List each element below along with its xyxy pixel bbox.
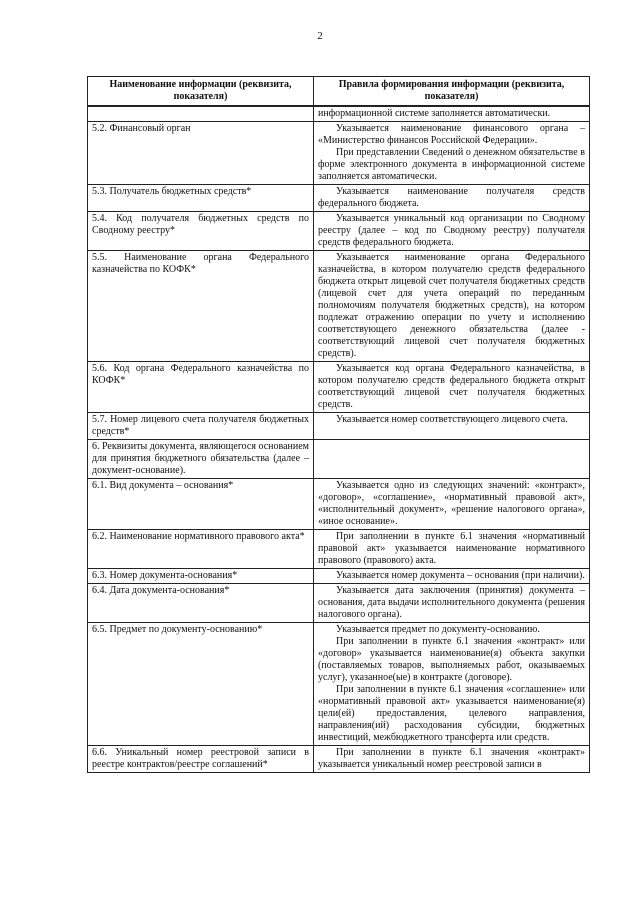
table-row [88, 413, 590, 440]
formation-rule-cell [314, 530, 590, 569]
info-name-cell: 6.1. Вид документа – основания* [88, 479, 314, 530]
rule-paragraph: Указывается наименование получателя средств федерального бюджета. [318, 186, 585, 209]
info-name-cell: 6.2. Наименование нормативного правового акта* [88, 530, 314, 569]
info-name-cell: 6.5. Предмет по документу-основанию* [88, 623, 314, 746]
table-row [88, 185, 590, 212]
rule-paragraph: Указывается номер соответствующего лицевого счета. [336, 414, 568, 425]
header-formation-rules: Правила формирования информации (реквизита, показателя) [314, 77, 590, 107]
table-row [88, 251, 590, 362]
table-row [88, 746, 590, 773]
info-table [87, 76, 590, 773]
table-row [88, 212, 590, 251]
info-name-cell: 5.5. Наименование органа Федерального казначейства по КОФК* [88, 251, 314, 362]
formation-rule-cell [314, 746, 590, 773]
rule-paragraph: При представлении Сведений о денежном обязательстве в форме электронного документа в информационной системе заполняется автоматически. [318, 147, 585, 182]
rule-paragraph: Указывается наименование органа Федерального казначейства, в котором получателю средств федерального бюджета открыт лицевой счет получателя бюджетных средств (лицевой счет для учета операций по переданным полномочиям получателя бюджетных средств), на котором подлежат отражению операции по учету и исполнению соответствующего денежного обязательства (далее - соответствующий лицевой счет получателя бюджетных средств). [318, 252, 585, 359]
info-name-cell: 6.4. Дата документа-основания* [88, 584, 314, 623]
rule-paragraph: информационной системе заполняется автоматически. [318, 108, 551, 119]
table-row [88, 584, 590, 623]
rule-paragraph: Указывается наименование финансового органа – «Министерство финансов Российской Федерации». [318, 123, 585, 146]
rule-paragraph: Указывается предмет по документу-основанию. [336, 624, 540, 635]
formation-rule-cell [314, 623, 590, 746]
info-name-cell: 6.6. Уникальный номер реестровой записи в реестре контрактов/реестре соглашений* [88, 746, 314, 773]
table-row [88, 569, 590, 584]
table-row [88, 362, 590, 413]
rule-paragraph: При заполнении в пункте 6.1 значения «контракт» указывается уникальный номер реестровой записи в [318, 747, 585, 770]
info-name-cell: 6. Реквизиты документа, являющегося основанием для принятия бюджетного обязательства (далее – документ-основание). [88, 440, 314, 479]
formation-rule-cell [314, 122, 590, 185]
info-name-cell: 6.3. Номер документа-основания* [88, 569, 314, 584]
rule-paragraph: Указывается одно из следующих значений: «контракт», «договор», «соглашение», «нормативный правовой акт», «исполнительный документ», «решение налогового органа», «иное основание». [318, 480, 585, 527]
table-body [88, 106, 590, 773]
formation-rule-cell [314, 479, 590, 530]
formation-rule-cell [314, 584, 590, 623]
table-row [88, 530, 590, 569]
table-header-row [88, 77, 590, 107]
table-row [88, 479, 590, 530]
formation-rule-cell [314, 569, 590, 584]
rule-paragraph: Указывается уникальный код организации по Сводному реестру (далее – код по Сводному реестру) получателя средств федерального бюджета. [318, 213, 585, 248]
formation-rule-cell [314, 212, 590, 251]
formation-rule-cell [314, 106, 590, 122]
info-name-cell: 5.4. Код получателя бюджетных средств по Сводному реестру* [88, 212, 314, 251]
info-name-cell: 5.7. Номер лицевого счета получателя бюджетных средств* [88, 413, 314, 440]
info-name-cell: 5.2. Финансовый орган [88, 122, 314, 185]
header-info-name: Наименование информации (реквизита, показателя) [88, 77, 314, 107]
rule-paragraph: Указывается код органа Федерального казначейства, в котором получателю средств федерального бюджета открыт соответствующий лицевой счет получателя бюджетных средств. [318, 363, 585, 410]
table-row [88, 440, 590, 479]
table-row [88, 122, 590, 185]
rule-paragraph: При заполнении в пункте 6.1 значения «соглашение» или «нормативный правовой акт» указывается наименование(я) цели(ей) предоставления, целевого направления, направления(ий) расходования субсидии, бюджетных инвестиций, межбюджетного трансферта или средств. [318, 684, 585, 743]
rule-paragraph: Указывается номер документа – основания (при наличии). [336, 570, 585, 581]
rule-paragraph: При заполнении в пункте 6.1 значения «контракт» или «договор» указывается наименование(я) объекта закупки (поставляемых товаров, выполняемых работ, оказываемых услуг), указанное(ые) в контракте (договоре). [318, 636, 585, 683]
formation-rule-cell [314, 413, 590, 440]
rule-paragraph: Указывается дата заключения (принятия) документа – основания, дата выдачи исполнительного документа (решения налогового органа). [318, 585, 585, 620]
page-number: 2 [317, 30, 323, 42]
table-row [88, 623, 590, 746]
rule-paragraph: При заполнении в пункте 6.1 значения «нормативный правовой акт» указывается наименование нормативного правового (правового) акта. [318, 531, 585, 566]
formation-rule-cell [314, 440, 590, 479]
formation-rule-cell [314, 251, 590, 362]
info-name-cell [88, 106, 314, 122]
formation-rule-cell [314, 362, 590, 413]
formation-rule-cell [314, 185, 590, 212]
info-name-cell: 5.3. Получатель бюджетных средств* [88, 185, 314, 212]
table-row [88, 106, 590, 122]
info-name-cell: 5.6. Код органа Федерального казначейства по КОФК* [88, 362, 314, 413]
